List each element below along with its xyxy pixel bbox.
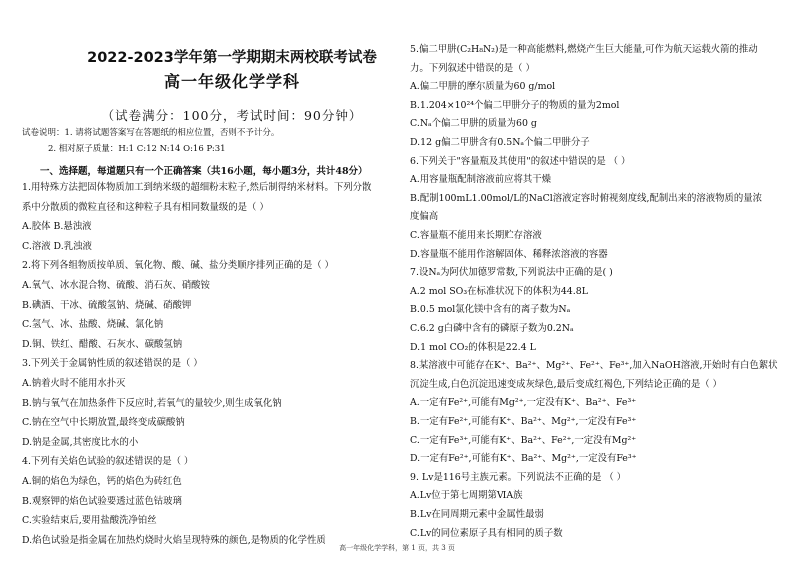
question-line: B.钠与氧气在加热条件下反应时,若氧气的量较少,则生成氧化钠 (22, 397, 282, 409)
question-line: D.铜、铁红、醋酸、石灰水、碳酸氢钠 (22, 338, 183, 350)
exam-note-1: 试卷说明：1. 请将试题答案写在答题纸的相应位置，否则不予计分。 (22, 128, 280, 138)
question-line: C.实验结束后,要用盐酸洗净铂丝 (22, 515, 157, 527)
question-line: 系中分散质的微粒直径和这种粒子具有相同数量级的是（ ） (22, 201, 269, 213)
question-line: A.胶体 B.悬浊液 (22, 221, 92, 233)
question-line: A.Lv位于第七周期第ⅥA族 (410, 490, 523, 502)
question-line: C.氢气、冰、盐酸、烧碱、氯化钠 (22, 319, 164, 331)
question-line: C.溶液 D.乳浊液 (22, 240, 92, 252)
question-line: B.碘酒、干冰、硫酸氢钠、烧碱、硝酸钾 (22, 299, 192, 311)
exam-note-2: 2. 相对原子质量：H:1 C:12 N:14 O:16 P:31 (48, 144, 226, 154)
question-line: D.钠是金属,其密度比水的小 (22, 436, 139, 448)
question-line: B.观察钾的焰色试验要透过蓝色钴玻璃 (22, 495, 182, 507)
question-line: D.一定有Fe²⁺,可能有K⁺、Ba²⁺、Mg²⁺,一定没有Fe³⁺ (410, 453, 637, 465)
question-line: 4.下列有关焰色试验的叙述错误的是（ ） (22, 456, 194, 468)
question-line: 9. Lv是116号主族元素。下列说法不正确的是 （ ） (410, 471, 627, 483)
question-line: A.氧气、冰水混合物、硫酸、消石灰、硝酸铵 (22, 280, 210, 291)
question-line: D.1 mol CO₂的体积是22.4 L (410, 341, 536, 353)
question-line: 3.下列关于金属钠性质的叙述错误的是（ ） (22, 358, 203, 370)
question-line: C.Nₐ个偏二甲肼的质量为60 g (410, 118, 537, 130)
question-line: 力。下列叙述中错误的是（ ） (410, 62, 535, 74)
exam-title: 2022-2023学年第一学期期末两校联考试卷 (87, 50, 377, 66)
question-line: B.Lv在同周期元素中金属性最弱 (410, 509, 544, 520)
question-line: 度偏高 (410, 211, 439, 223)
question-line: 7.设Nₐ为阿伏加德罗常数,下列说法中正确的是( ) (410, 267, 613, 279)
question-line: D.12 g偏二甲肼含有0.5Nₐ个偏二甲肼分子 (410, 137, 590, 148)
score-info: （试卷满分：100分，考试时间：90分钟） (101, 108, 363, 123)
subject-title: 高一年级化学学科 (163, 72, 300, 91)
question-line: C.容量瓶不能用来长期贮存溶液 (410, 230, 542, 241)
question-line: B.0.5 mol氯化镁中含有的离子数为Nₐ (410, 304, 571, 316)
question-line: 沉淀生成,白色沉淀迅速变成灰绿色,最后变成红褐色,下列结论正确的是（ ） (410, 378, 722, 390)
question-line: A.偏二甲肼的摩尔质量为60 g/mol (410, 81, 556, 93)
question-line: C.Lv的同位素原子具有相同的质子数 (410, 527, 563, 539)
page-footer: 高一年级化学学科，第 1 页，共 3 页 (339, 544, 455, 552)
question-line: C.6.2 g白磷中含有的磷原子数为0.2Nₐ (410, 323, 574, 334)
question-line: A.钠着火时不能用水扑灭 (22, 378, 126, 389)
question-line: 6.下列关于"容量瓶及其使用"的叙述中错误的是 （ ） (410, 155, 631, 167)
question-line: 8.某溶液中可能存在K⁺、Ba²⁺、Mg²⁺、Fe²⁺、Fe³⁺,加入NaOH溶液,开始时有白色絮状 (410, 360, 778, 372)
question-line: A.铜的焰色为绿色，钙的焰色为砖红色 (22, 476, 182, 487)
question-line: B.一定有Fe²⁺,可能有K⁺、Ba²⁺、Mg²⁺,一定没有Fe³⁺ (410, 416, 637, 427)
question-line: B.1.204×10²⁴个偏二甲肼分子的物质的量为2mol (410, 99, 620, 111)
question-line: 2.将下列各组物质按单质、氧化物、酸、碱、盐分类顺序排列正确的是（ ） (22, 260, 334, 272)
question-line: D.焰色试验是指金属在加热灼烧时火焰呈现特殊的颜色,是物质的化学性质 (22, 534, 326, 546)
question-line: 5.偏二甲肼(C₂H₈N₂)是一种高能燃料,燃烧产生巨大能量,可作为航天运载火箭的推动 (410, 44, 758, 55)
question-line: 1.用特殊方法把固体物质加工到纳米级的超细粉末粒子,然后制得纳米材料。下列分散 (22, 182, 372, 193)
question-line: A.一定有Fe²⁺,可能有Mg²⁺,一定没有K⁺、Ba²⁺、Fe³⁺ (410, 397, 637, 409)
question-line: C.钠在空气中长期放置,最终变成碳酸钠 (22, 417, 185, 429)
question-line: A.用容量瓶配制溶液前应将其干燥 (410, 174, 552, 186)
section-title: 一、选择题，每道题只有一个正确答案（共16小题，每小题3分，共计48分） (40, 166, 368, 177)
question-line: B.配制100mL1.00mol/L的NaCl溶液定容时俯视刻度线,配制出来的溶液物质的量浓 (410, 192, 762, 204)
question-line: D.容量瓶不能用作溶解固体、稀释浓溶液的容器 (410, 248, 608, 260)
question-line: A.2 mol SO₃在标准状况下的体积为44.8L (410, 285, 588, 297)
question-line: C.一定有Fe³⁺,可能有K⁺、Ba²⁺、Fe²⁺,一定没有Mg²⁺ (410, 434, 637, 446)
